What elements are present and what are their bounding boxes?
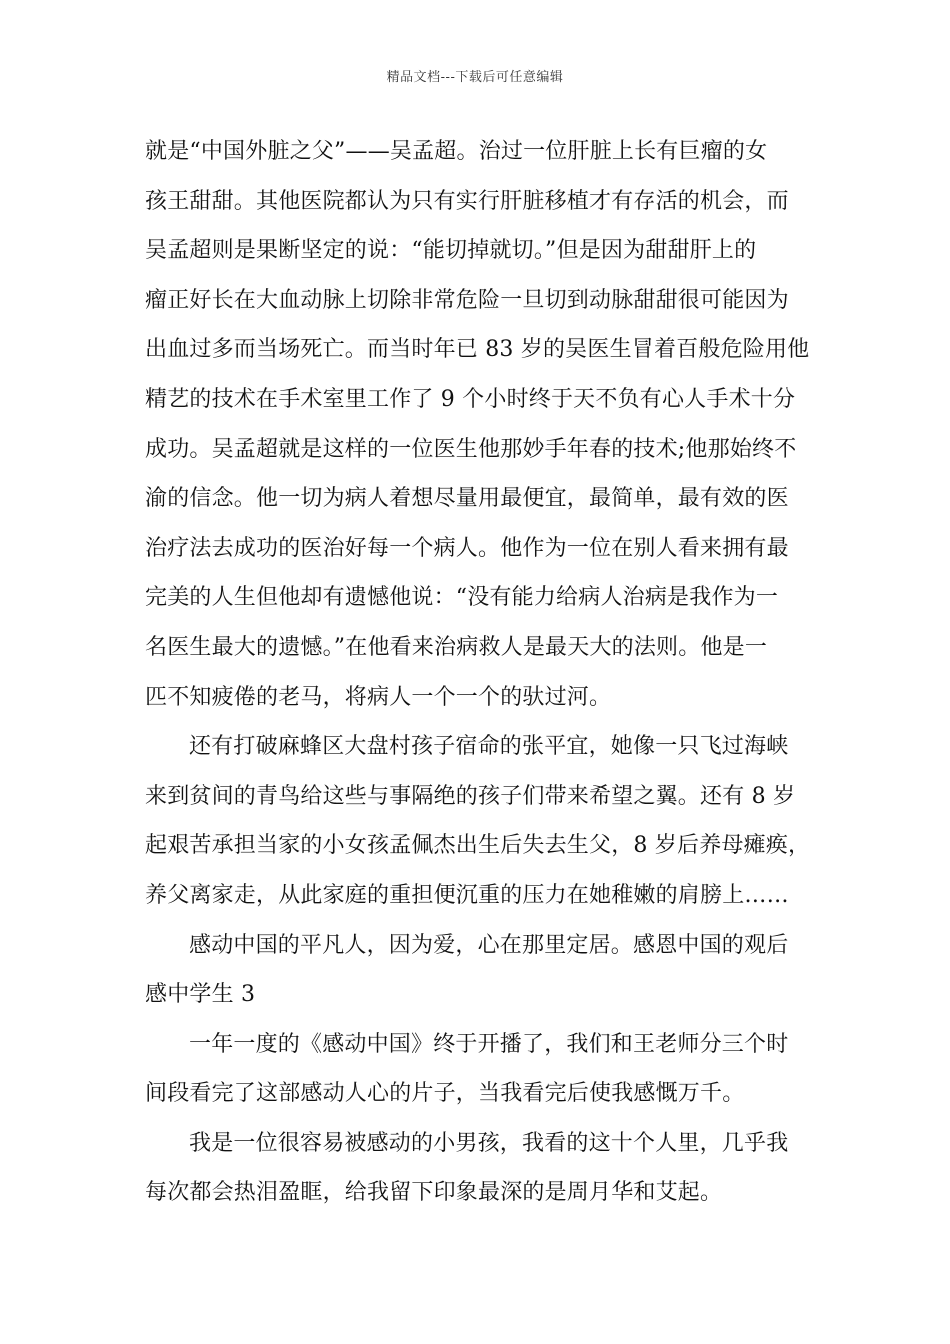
text-line: 起艰苦承担当家的小女孩孟佩杰出生后失去生父，8 岁后养母瘫痪， [145, 833, 811, 859]
text-line: 名医生最大的遗憾。”在他看来治病救人是最天大的法则。他是一 [145, 634, 768, 660]
text-line: 出血过多而当场死亡。而当时年已 83 岁的吴医生冒着百般危险用他 [145, 337, 810, 363]
paragraph-start-line: 感动中国的平凡人，因为爱，心在那里定居。感恩中国的观后 [189, 932, 789, 958]
text-line: 感中学生 3 [145, 982, 256, 1008]
text-line: 养父离家走，从此家庭的重担便沉重的压力在她稚嫩的肩膀上…… [145, 882, 789, 908]
text-line: 就是“中国外脏之父”——吴孟超。治过一位肝脏上长有巨瘤的女 [145, 139, 768, 164]
paragraph-start-line: 我是一位很容易被感动的小男孩，我看的这十个人里，几乎我 [189, 1130, 789, 1156]
text-line: 来到贫间的青鸟给这些与事隔绝的孩子们带来希望之翼。还有 8 岁 [145, 783, 796, 809]
paragraph-start-line: 一年一度的《感动中国》终于开播了，我们和王老师分三个时 [189, 1031, 789, 1057]
text-line: 吴孟超则是果断坚定的说：“能切掉就切。”但是因为甜甜肝上的 [145, 238, 757, 264]
text-line: 精艺的技术在手术室里工作了 9 个小时终于天不负有心人手术十分 [145, 386, 796, 412]
text-line: 孩王甜甜。其他医院都认为只有实行肝脏移植才有存活的机会，而 [145, 188, 789, 214]
page-header: 精品文档---下载后可任意编辑 [386, 70, 564, 85]
text-line: 完美的人生但他却有遗憾他说：“没有能力给病人治病是我作为一 [145, 585, 779, 611]
text-line: 每次都会热泪盈眶，给我留下印象最深的是周月华和艾起。 [145, 1180, 723, 1206]
text-line: 瘤正好长在大血动脉上切除非常危险一旦切到动脉甜甜很可能因为 [145, 287, 789, 313]
text-line: 间段看完了这部感动人心的片子，当我看完后使我感慨万千。 [145, 1081, 745, 1107]
text-line: 渝的信念。他一切为病人着想尽量用最便宜，最简单，最有效的医 [145, 486, 789, 512]
text-line: 治疗法去成功的医治好每一个病人。他作为一位在别人看来拥有最 [145, 535, 789, 561]
document-body [145, 127, 810, 1218]
paragraph-start-line: 还有打破麻蜂区大盘村孩子宿命的张平宜，她像一只飞过海峡 [189, 734, 789, 760]
text-line: 匹不知疲倦的老马，将病人一个一个的驮过河。 [145, 684, 612, 710]
text-line: 成功。吴孟超就是这样的一位医生他那妙手年春的技术;他那始终不 [145, 436, 797, 462]
